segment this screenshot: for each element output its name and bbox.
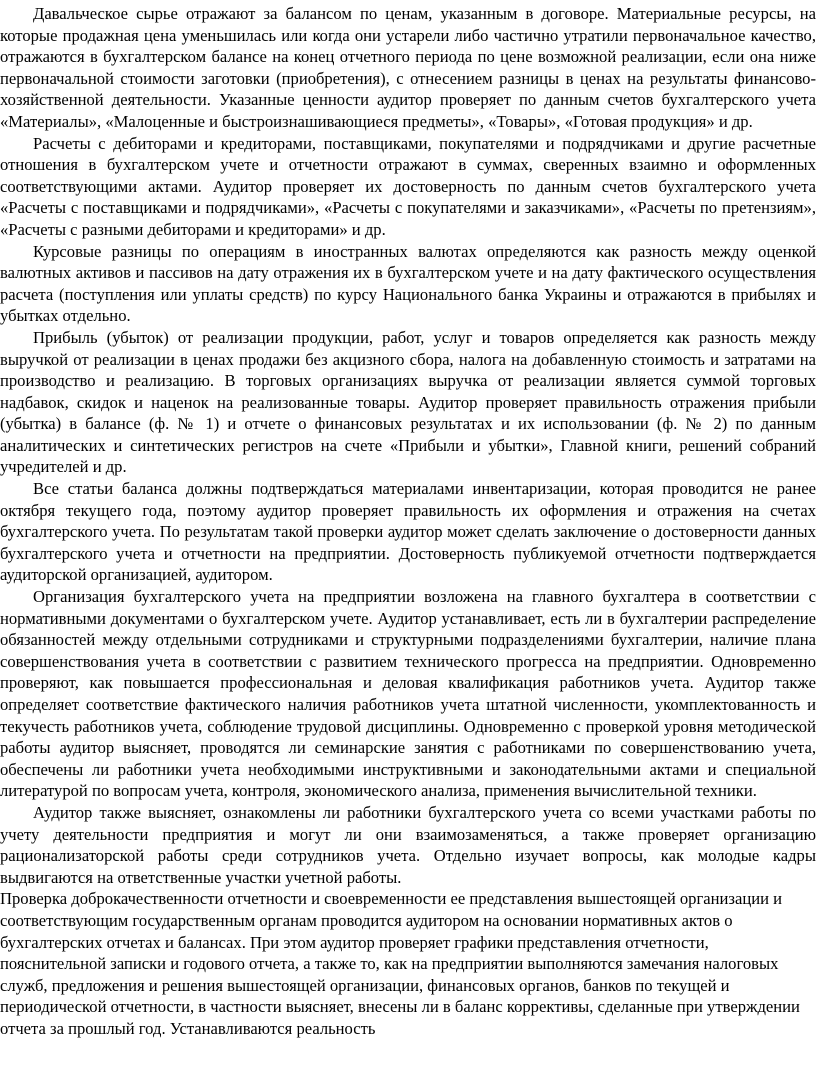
paragraph-exchange-differences: Курсовые разницы по операциям в иностранных валютах определяются как разность между оценкой валютных активов и пассивов на дату отражения их в бухгалтерском учете и на дату фактического осуществления расчета (поступления или уплаты средств) по курсу Национального банка Украины и отражаются в прибылях и убытках отдельно. xyxy=(0,241,816,326)
paragraph-staff-interchangeability: Аудитор также выясняет, ознакомлены ли работники бухгалтерского учета со всеми участками работы по учету деятельности предприятия и могут ли они взаимозаменяться, а также проверяет организацию рационализаторской работы среди сотрудников учета. Отдельно изучает вопросы, как молодые кадры выдвигаются на ответственные участки учетной работы. xyxy=(0,802,816,887)
paragraph-tolling-materials: Давальческое сырье отражают за балансом по ценам, указанным в договоре. Материальные ресурсы, на которые продажная цена уменьшилась или когда они устарели либо частично утратили первоначальное качество, отражаются в бухгалтерском балансе на конец отчетного периода по цене возможной реализации, если она ниже первоначальной стоимости заготовки (приобретения), с отнесением разницы в ценах на результаты финансово-хозяйственной деятельности. Указанные ценности аудитор проверяет по данным счетов бухгалтерского учета «Материалы», «Малоценные и быстроизнашивающиеся предметы», «Товары», «Готовая продукция» и др. xyxy=(0,4,816,131)
paragraph-reporting-quality: Проверка доброкачественности отчетности и своевременности ее представления вышестоящей организации и соответствующим государственным органам проводится аудитором на основании нормативных актов о бухгалтерских отчетах и балансах. При этом аудитор проверяет графики представления отчетности, пояснительной записки и годового отчета, а также то, как на предприятии выполняются замечания налоговых служб, предложения и решения вышестоящей организации, финансовых органов, банков по текущей и периодической отчетности, в частности выясняет, внесены ли в баланс коррективы, сделанные при утверждении отчета за прошлый год. Устанавливаются реальность xyxy=(0,889,800,1038)
paragraph-profit-loss: Прибыль (убыток) от реализации продукции, работ, услуг и товаров определяется как разность между выручкой от реализации в ценах продажи без акцизного сбора, налога на добавленную стоимость и затратами на производство и реализацию. В торговых организациях выручка от реализации является суммой торговых надбавок, скидок и наценок на реализованные товары. Аудитор проверяет правильность отражения прибыли (убытка) в балансе (ф. № 1) и отчете о финансовых результатах и их использовании (ф. № 2) по данным аналитических и синтетических регистров на счете «Прибыли и убытки», Главной книги, решений собраний учредителей и др. xyxy=(0,327,816,477)
paragraph-settlements: Расчеты с дебиторами и кредиторами, поставщиками, покупателями и подрядчиками и другие расчетные отношения в бухгалтерском учете и отчетности отражают в суммах, сверенных взаимно и оформленных соответствующими актами. Аудитор проверяет их достоверность по данным счетов бухгалтерского учета «Расчеты с поставщиками и подрядчиками», «Расчеты с покупателями и заказчиками», «Расчеты по претензиям», «Расчеты с разными дебиторами и кредиторами» и др. xyxy=(0,133,816,239)
paragraph-accounting-organization: Организация бухгалтерского учета на предприятии возложена на главного бухгалтера в соответствии с нормативными документами о бухгалтерском учете. Аудитор устанавливает, есть ли в бухгалтерии распределение обязанностей между отдельными сотрудниками и структурными подразделениями бухгалтерии, наличие плана совершенствования учета в соответствии с развитием технического прогресса на предприятии. Одновременно проверяют, как повышается профессиональная и деловая квалификация работников учета. Аудитор также определяет соответствие фактического наличия работников учета штатной численности, укомплектованность и текучесть работников учета, соблюдение трудовой дисциплины. Одновременно с проверкой уровня методической работы аудитор выясняет, проводятся ли семинарские занятия с работниками по совершенствованию учета, обеспечены ли работники учета необходимыми инструктивными и законодательными актами и специальной литературой по вопросам учета, контроля, экономического анализа, применения вычислительной техники. xyxy=(0,587,816,801)
paragraph-inventory: Все статьи баланса должны подтверждаться материалами инвентаризации, которая проводится не ранее октября текущего года, поэтому аудитор проверяет правильность их оформления и отражения на счетах бухгалтерского учета. По результатам такой проверки аудитор может сделать заключение о достоверности данных бухгалтерского учета и отчетности на предприятии. Достоверность публикуемой отчетности подтверждается аудиторской организацией, аудитором. xyxy=(0,479,816,585)
